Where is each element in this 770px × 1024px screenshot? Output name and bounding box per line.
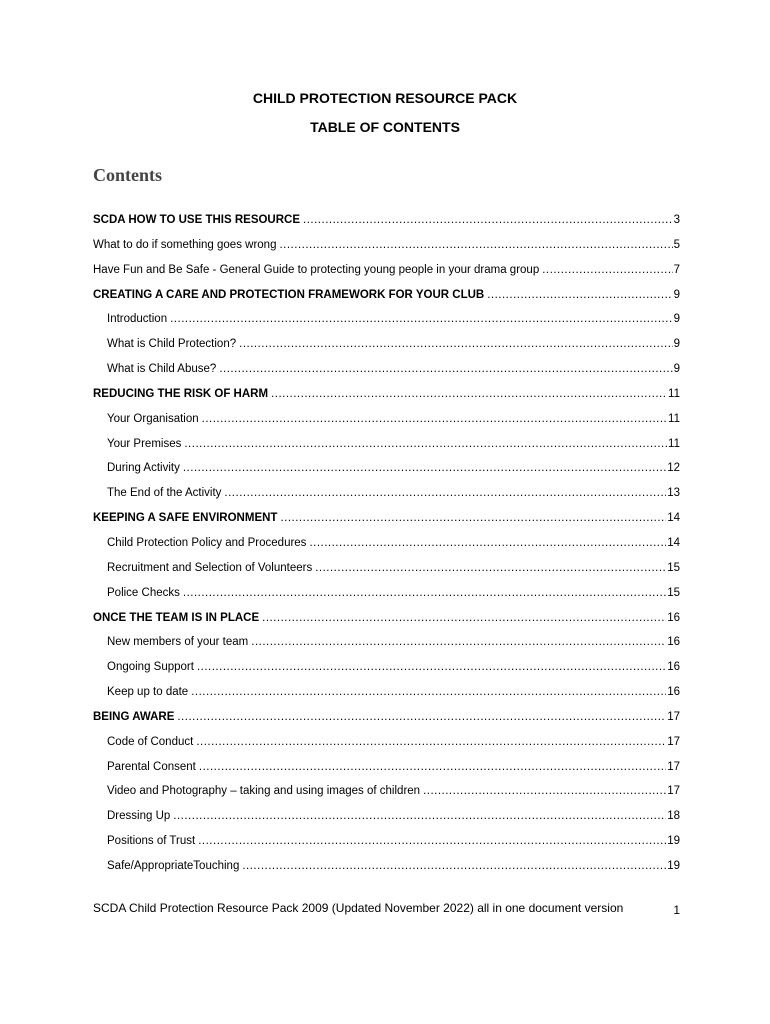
toc-entry-label: During Activity <box>107 462 180 475</box>
toc-entry[interactable] <box>93 506 680 531</box>
table-of-contents <box>93 208 680 879</box>
toc-entry-label: What is Child Abuse? <box>107 363 217 376</box>
toc-page-number: 9 <box>673 288 680 301</box>
toc-dot-leader <box>315 556 666 581</box>
toc-page-number: 14 <box>667 536 680 549</box>
toc-page-number: 9 <box>673 363 680 376</box>
toc-subentry[interactable] <box>93 307 680 332</box>
toc-dot-leader <box>183 456 666 481</box>
toc-page-number: 18 <box>667 810 680 823</box>
toc-dot-leader <box>191 680 666 705</box>
toc-page-number: 3 <box>673 214 680 226</box>
toc-dot-leader <box>177 705 666 730</box>
toc-subentry[interactable] <box>93 779 680 804</box>
toc-page-number: 16 <box>667 686 680 699</box>
toc-entry-label: Positions of Trust <box>107 835 196 848</box>
toc-dot-leader <box>198 829 666 854</box>
toc-entry-label: What to do if something goes wrong <box>93 238 277 251</box>
toc-page-number: 17 <box>667 785 680 798</box>
toc-dot-leader <box>219 357 672 382</box>
toc-entry[interactable] <box>93 705 680 730</box>
toc-entry-label: Ongoing Support <box>107 661 194 674</box>
toc-entry-label: Your Organisation <box>107 412 199 425</box>
toc-page-number: 17 <box>667 735 680 748</box>
toc-subentry[interactable] <box>93 456 680 481</box>
toc-dot-leader <box>173 804 666 829</box>
toc-subentry[interactable] <box>93 407 680 432</box>
toc-entry-label: Your Premises <box>107 437 182 450</box>
toc-entry-label: What is Child Protection? <box>107 338 237 351</box>
document-subtitle: TABLE OF CONTENTS <box>310 119 460 135</box>
toc-dot-leader <box>251 630 666 655</box>
toc-subentry[interactable] <box>93 655 680 680</box>
toc-dot-leader <box>196 730 666 755</box>
toc-entry-label: Recruitment and Selection of Volunteers <box>107 561 313 574</box>
toc-dot-leader <box>184 432 667 457</box>
toc-dot-leader <box>279 233 672 258</box>
toc-page-number: 19 <box>667 835 680 848</box>
toc-subentry[interactable] <box>93 531 680 556</box>
toc-entry-label: Parental Consent <box>107 760 196 773</box>
toc-page-number: 9 <box>673 313 680 326</box>
toc-entry-label: New members of your team <box>107 636 249 649</box>
toc-page-number: 19 <box>667 859 680 872</box>
toc-entry[interactable] <box>93 283 680 308</box>
toc-dot-leader <box>199 755 666 780</box>
toc-entry-label: ONCE THE TEAM IS IN PLACE <box>93 611 260 624</box>
toc-entry-label: CREATING A CARE AND PROTECTION FRAMEWORK FOR YOUR CLUB <box>93 288 485 301</box>
toc-subentry[interactable] <box>93 581 680 606</box>
toc-dot-leader <box>309 531 666 556</box>
toc-entry-label: The End of the Activity <box>107 487 222 500</box>
toc-page-number: 11 <box>668 412 680 425</box>
toc-page-number: 17 <box>667 710 680 723</box>
contents-heading: Contents <box>93 165 163 185</box>
toc-subentry[interactable] <box>93 755 680 780</box>
toc-page-number: 16 <box>667 661 680 674</box>
toc-entry-label: SCDA HOW TO USE THIS RESOURCE <box>93 214 301 226</box>
toc-dot-leader <box>242 854 666 879</box>
toc-dot-leader <box>239 332 672 357</box>
toc-page-number: 15 <box>667 586 680 599</box>
toc-subentry[interactable] <box>93 680 680 705</box>
toc-page-number: 15 <box>667 561 680 574</box>
toc-page-number: 5 <box>673 238 680 251</box>
footer-text: SCDA Child Protection Resource Pack 2009 (Updated November 2022) all in one document version <box>93 901 624 915</box>
toc-entry[interactable] <box>93 606 680 631</box>
toc-entry-label: Dressing Up <box>107 810 171 823</box>
toc-dot-leader <box>303 208 673 233</box>
toc-subentry[interactable] <box>93 730 680 755</box>
toc-dot-leader <box>487 283 672 308</box>
page-footer <box>93 899 680 918</box>
toc-page-number: 14 <box>667 512 680 525</box>
toc-subentry[interactable] <box>93 481 680 506</box>
toc-subentry[interactable] <box>93 630 680 655</box>
toc-page-number: 17 <box>667 760 680 773</box>
toc-page-number: 16 <box>667 611 680 624</box>
toc-page-number: 13 <box>667 487 680 500</box>
toc-entry[interactable] <box>93 382 680 407</box>
toc-dot-leader <box>183 581 666 606</box>
toc-dot-leader <box>280 506 666 531</box>
toc-page-number: 12 <box>667 462 680 475</box>
toc-subentry[interactable] <box>93 854 680 879</box>
toc-subentry[interactable] <box>93 556 680 581</box>
toc-dot-leader <box>224 481 666 506</box>
toc-subentry[interactable] <box>93 804 680 829</box>
toc-page-number: 11 <box>668 387 680 400</box>
toc-dot-leader <box>262 606 666 631</box>
toc-subentry[interactable] <box>93 432 680 457</box>
toc-entry[interactable] <box>93 233 680 258</box>
toc-entry[interactable] <box>93 258 680 283</box>
toc-entry-label: Have Fun and Be Safe - General Guide to protecting young people in your drama group <box>93 263 540 276</box>
footer-page-number: 1 <box>673 903 680 917</box>
toc-entry-label: Safe/AppropriateTouching <box>107 859 240 872</box>
toc-dot-leader <box>423 779 666 804</box>
toc-subentry[interactable] <box>93 829 680 854</box>
toc-page-number: 9 <box>673 338 680 351</box>
toc-page-number: 11 <box>668 437 680 450</box>
toc-dot-leader <box>197 655 666 680</box>
toc-dot-leader <box>271 382 667 407</box>
toc-subentry[interactable] <box>93 357 680 382</box>
toc-dot-leader <box>542 258 672 283</box>
toc-entry-label: Keep up to date <box>107 686 189 699</box>
toc-entry-label: Introduction <box>107 313 168 326</box>
toc-entry-label: Code of Conduct <box>107 735 194 748</box>
toc-entry[interactable] <box>93 208 680 233</box>
toc-entry-label: BEING AWARE <box>93 710 175 723</box>
toc-entry-label: Child Protection Policy and Procedures <box>107 536 307 549</box>
toc-subentry[interactable] <box>93 332 680 357</box>
toc-dot-leader <box>170 307 672 332</box>
toc-entry-label: Police Checks <box>107 586 180 599</box>
document-title: CHILD PROTECTION RESOURCE PACK <box>252 90 518 106</box>
toc-entry-label: Video and Photography – taking and using images of children <box>107 785 421 798</box>
toc-entry-label: REDUCING THE RISK OF HARM <box>93 387 269 400</box>
toc-page-number: 16 <box>667 636 680 649</box>
toc-dot-leader <box>202 407 667 432</box>
toc-page-number: 7 <box>673 263 680 276</box>
toc-entry-label: KEEPING A SAFE ENVIRONMENT <box>93 512 278 525</box>
